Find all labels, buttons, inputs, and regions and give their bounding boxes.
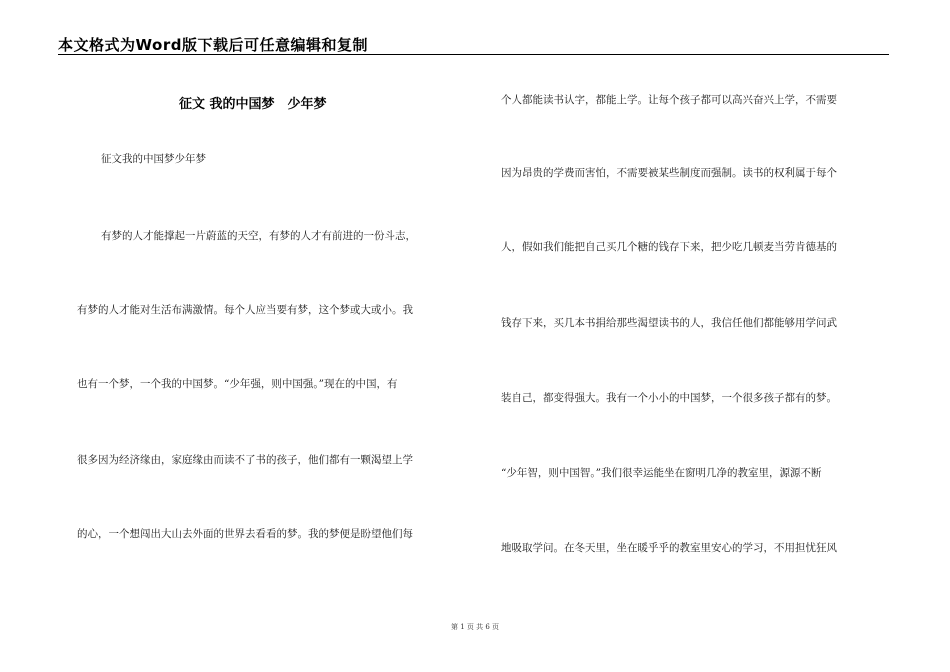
left-paragraph-line: 有梦的人才能对生活布满激情。每个人应当要有梦，这个梦或大或小。我 — [77, 304, 413, 316]
left-paragraph-line: 也有一个梦，一个我的中国梦。“少年强，则中国强。”现在的中国，有 — [77, 378, 398, 390]
right-paragraph-line: 钱存下来，买几本书捐给那些渴望读书的人，我信任他们都能够用学问武 — [501, 317, 837, 329]
header-divider — [58, 54, 889, 55]
page-number: 第 1 页 共 6 页 — [450, 623, 500, 631]
download-notice-banner: 本文格式为Word版下载后可任意编辑和复制 — [58, 36, 368, 54]
right-paragraph-line: 个人都能读书认字，都能上学。让每个孩子都可以高兴奋兴上学，不需要 — [501, 94, 837, 106]
document-title: 征文 我的中国梦 少年梦 — [179, 97, 327, 112]
left-paragraph-line: 征文我的中国梦少年梦 — [101, 153, 206, 165]
left-paragraph-line: 有梦的人才能撑起一片蔚蓝的天空，有梦的人才有前进的一份斗志， — [101, 230, 416, 242]
left-paragraph-line: 很多因为经济缘由，家庭缘由而读不了书的孩子，他们都有一颗渴望上学 — [77, 454, 413, 466]
right-paragraph-line: 地吸取学问。在冬天里，坐在暖乎乎的教室里安心的学习，不用担忧狂风 — [501, 542, 837, 554]
right-paragraph-line: 人，假如我们能把自己买几个糖的钱存下来，把少吃几顿麦当劳肯德基的 — [501, 241, 837, 253]
right-paragraph-line: 装自己，都变得强大。我有一个小小的中国梦，一个很多孩子都有的梦。 — [501, 392, 837, 404]
right-paragraph-line: “少年智，则中国智。”我们很幸运能坐在窗明几净的教室里，源源不断 — [501, 467, 822, 479]
left-paragraph-line: 的心，一个想闯出大山去外面的世界去看看的梦。我的梦便是盼望他们每 — [77, 528, 413, 540]
right-paragraph-line: 因为昂贵的学费而害怕，不需要被某些制度而强制。读书的权利属于每个 — [501, 167, 837, 179]
